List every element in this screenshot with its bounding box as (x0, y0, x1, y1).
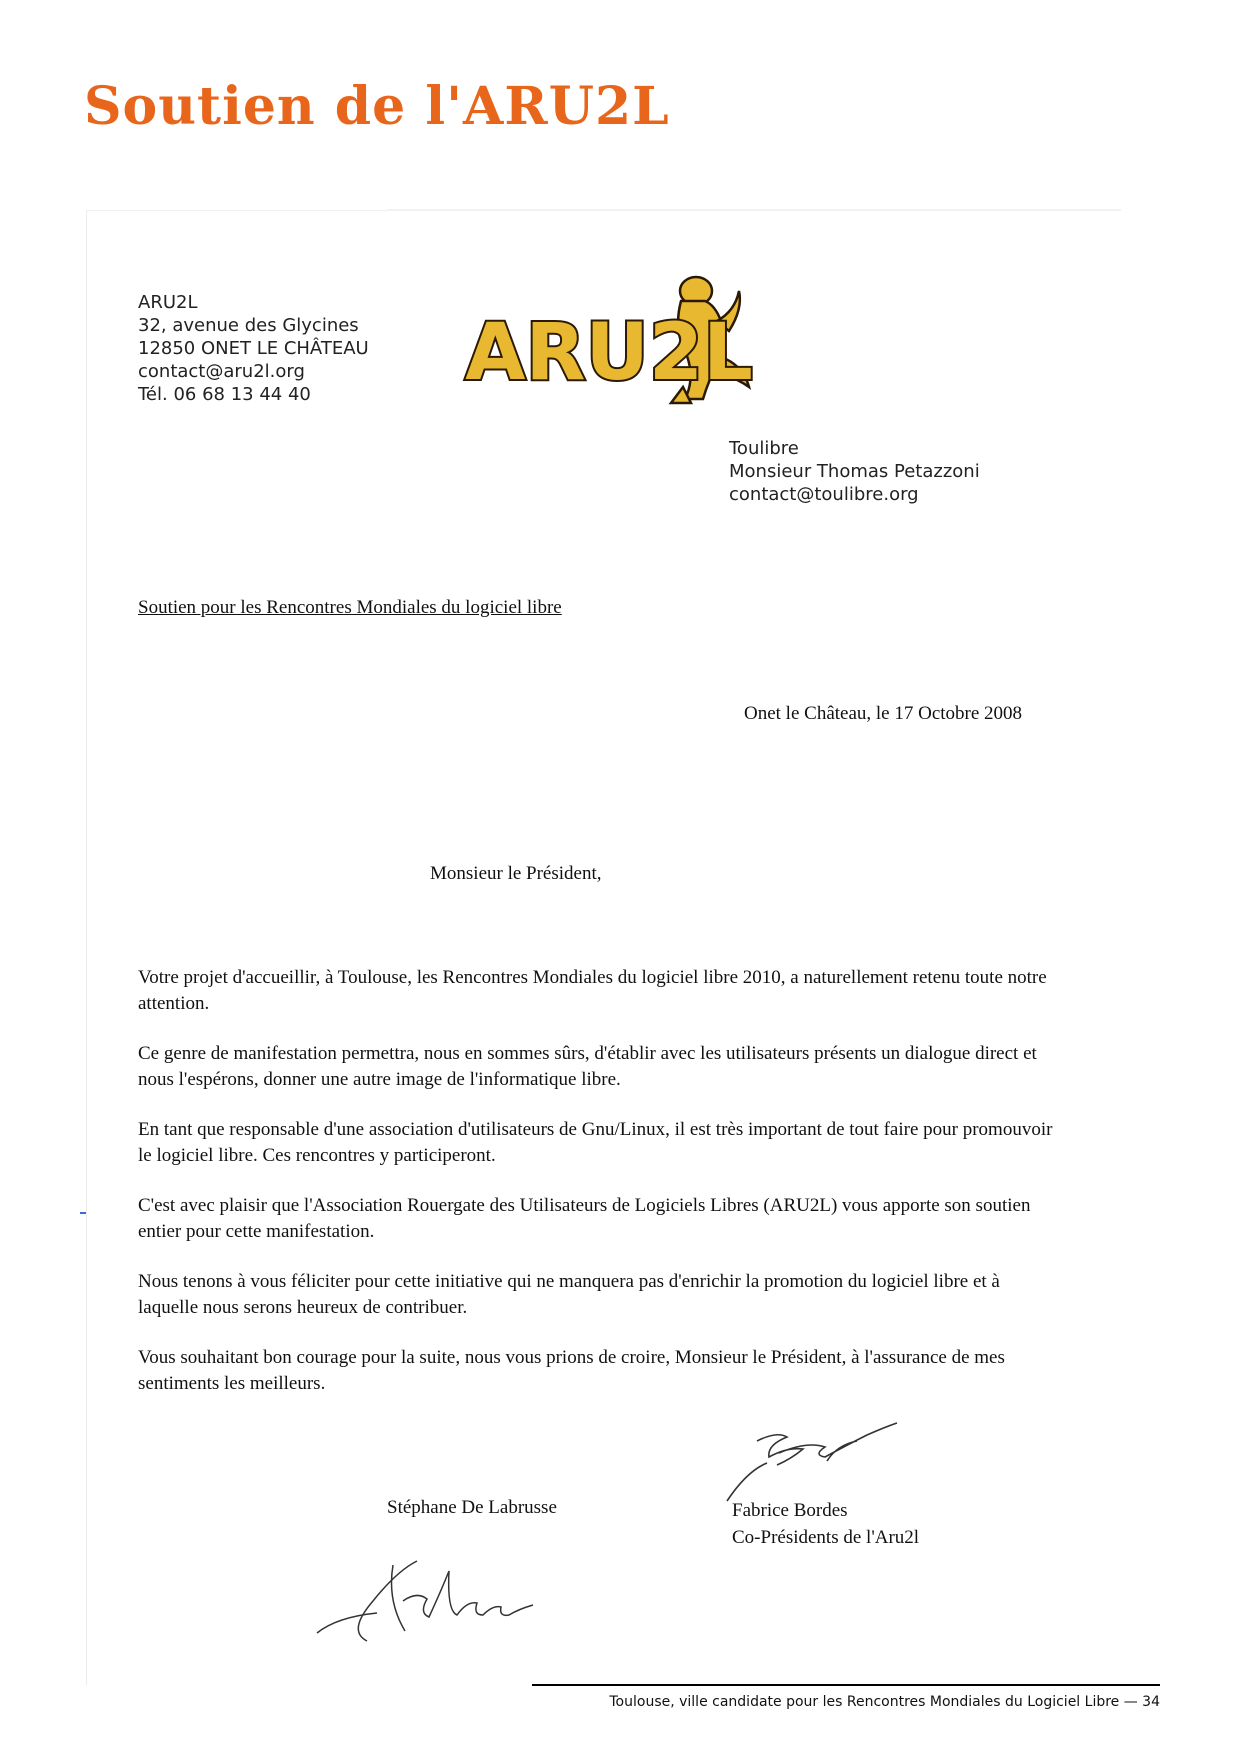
recipient-org: Toulibre (729, 438, 799, 459)
letter-salutation: Monsieur le Président, (430, 863, 602, 884)
letter-paragraph: En tant que responsable d'une association d'utilisateurs de Gnu/Linux, il est très important de tout faire pour promouvoir le logiciel libre. Ces rencontres y participeront. (138, 1119, 1053, 1166)
scan-edge (387, 209, 1121, 211)
signer-right-role: Co-Présidents de l'Aru2l (732, 1527, 920, 1548)
sender-address (138, 291, 369, 406)
sender-name: ARU2L (138, 292, 198, 313)
letter-paragraph: C'est avec plaisir que l'Association Rouergate des Utilisateurs de Logiciels Libres (ARU2L) vous apporte son soutien entier pour cette manifestation. (138, 1195, 1031, 1242)
sender-email: contact@aru2l.org (138, 361, 305, 382)
letter-date: Onet le Château, le 17 Octobre 2008 (744, 703, 1023, 724)
footer-rule (532, 1684, 1160, 1686)
sender-street: 32, avenue des Glycines (138, 315, 359, 336)
signer-right-name: Fabrice Bordes (732, 1500, 848, 1521)
sender-city: 12850 ONET LE CHÂTEAU (138, 338, 369, 359)
page-footer: Toulouse, ville candidate pour les Rencontres Mondiales du Logiciel Libre — 34 (609, 1694, 1160, 1710)
signature-right (707, 1401, 907, 1511)
signature-left (307, 1521, 557, 1651)
letter-paragraph: Votre projet d'accueillir, à Toulouse, les Rencontres Mondiales du logiciel libre 2010, a naturellement retenu toute notre attention. (138, 967, 1047, 1014)
logo-text: ARU2L (465, 308, 753, 398)
aru2l-logo (459, 261, 759, 411)
signer-left-name: Stéphane De Labrusse (387, 1497, 557, 1518)
scanned-letter (86, 210, 1121, 1685)
recipient-email: contact@toulibre.org (729, 484, 919, 505)
signer-right-block (732, 1497, 919, 1551)
letter-paragraph: Vous souhaitant bon courage pour la suite, nous vous prions de croire, Monsieur le Président, à l'assurance de mes sentiments les meilleurs. (138, 1347, 1005, 1394)
recipient-address (729, 437, 980, 506)
recipient-name: Monsieur Thomas Petazzoni (729, 461, 980, 482)
letter-subject: Soutien pour les Rencontres Mondiales du logiciel libre (138, 597, 562, 618)
sender-phone: Tél. 06 68 13 44 40 (138, 384, 311, 405)
page-title: Soutien de l'ARU2L (84, 76, 670, 137)
letter-paragraph: Ce genre de manifestation permettra, nous en sommes sûrs, d'établir avec les utilisateurs présents un dialogue direct et nous l'espérons, donner une autre image de l'informatique libre. (138, 1043, 1037, 1090)
letter-body (138, 965, 1058, 1421)
letter-paragraph: Nous tenons à vous féliciter pour cette initiative qui ne manquera pas d'enrichir la promotion du logiciel libre et à laquelle nous serons heureux de contribuer. (138, 1271, 1000, 1318)
